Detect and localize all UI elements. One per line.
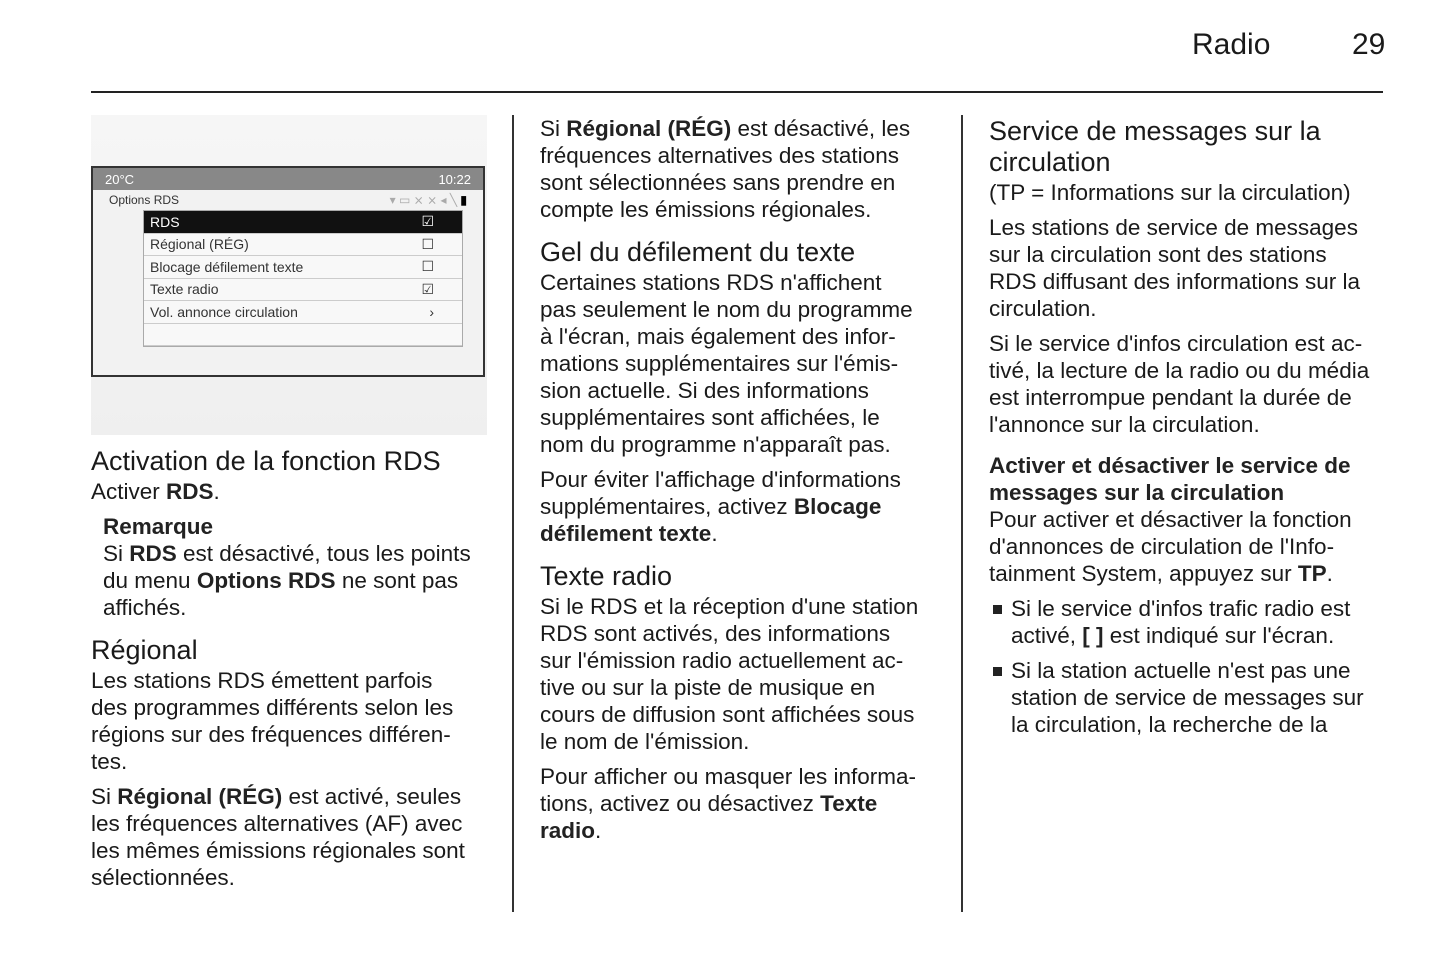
checkbox-icon: › — [429, 303, 434, 320]
text-run: (TP = Informations sur la circulation) — [989, 180, 1351, 205]
text-run: Les stations de service de messages sur la circulation sont des stations RDS diffusant des informations sur la circulation. — [989, 215, 1361, 321]
menu-title: Options RDS — [109, 193, 180, 207]
paragraph — [540, 593, 940, 755]
section-heading — [540, 561, 940, 592]
text-run: Régional — [91, 635, 198, 665]
column-divider — [961, 115, 963, 912]
column-3 — [989, 102, 1389, 746]
emphasized-term: TP — [1297, 561, 1327, 586]
column-divider — [512, 115, 514, 912]
text-run: . — [711, 521, 718, 546]
section-heading — [91, 635, 491, 666]
text-run: est indiqué sur l'écran. — [1103, 623, 1335, 648]
text-run: Texte radio — [540, 561, 673, 591]
infotainment-screen — [91, 166, 485, 377]
options-menu — [143, 210, 463, 347]
text-run: Les stations RDS émettent parfois des programmes différents selon les régions sur des fréquences différen- tes. — [91, 668, 454, 774]
menu-item-label: Régional (RÉG) — [150, 236, 249, 253]
paragraph — [989, 214, 1389, 322]
paragraph — [989, 330, 1389, 438]
menu-item-label: Texte radio — [150, 281, 219, 298]
emphasized-term: Options RDS — [196, 568, 336, 593]
text-run: . — [213, 479, 220, 504]
emphasized-term: RDS — [166, 479, 214, 504]
text-run: Pour afficher ou masquer les informa- tions, activez ou désactivez — [540, 764, 917, 816]
paragraph — [540, 466, 940, 547]
text-run: Activer et désactiver le service de messages sur la circulation — [989, 453, 1351, 505]
section-heading — [91, 446, 491, 477]
checkbox-icon: ☑ — [421, 213, 434, 230]
status-icons: ▾ ▭ ⨯ ⨯ ◂ ╲ ▮ — [389, 193, 467, 207]
text-run: Si — [91, 784, 118, 809]
text-run: Si le service d'infos circulation est ac- tivé, la lecture de la radio ou du média est interrompue pendant la durée de l'annonce sur la circulation. — [989, 331, 1370, 437]
paragraph — [540, 269, 940, 458]
page-number: 29 — [1352, 28, 1386, 61]
subheading — [989, 452, 1389, 506]
text-run: ne sont pas affichés. — [103, 568, 459, 620]
text-run: Activation de la fonction RDS — [91, 446, 441, 476]
temperature: 20°C — [105, 171, 135, 187]
emphasized-term: Texte radio — [540, 791, 878, 843]
section-title: Radio — [1192, 28, 1271, 61]
paragraph — [989, 506, 1389, 587]
column-1 — [91, 446, 491, 899]
menu-item[interactable] — [144, 301, 462, 324]
note-block — [91, 513, 491, 621]
text-run: Si le service d'infos trafic radio est activé, — [1011, 596, 1351, 648]
emphasized-term: [ ] — [1082, 623, 1104, 648]
checkbox-icon: ☐ — [421, 235, 434, 252]
emphasized-term: Régional (RÉG) — [566, 116, 732, 141]
section-heading — [540, 237, 940, 268]
text-run: Activer — [91, 479, 167, 504]
emphasized-term: Régional (RÉG) — [117, 784, 283, 809]
text-run: Pour activer et désactiver la fonction d'annonces de circulation de l'Info- tainment System, appuyez sur — [989, 507, 1352, 586]
bullet-item — [989, 595, 1389, 649]
text-run: Pour éviter l'affichage d'informations supplémentaires, activez — [540, 467, 901, 519]
emphasized-term: Blocage défilement texte — [540, 494, 882, 546]
menu-item[interactable] — [144, 256, 462, 279]
text-run: . — [595, 818, 602, 843]
menu-item[interactable] — [144, 234, 462, 257]
clock: 10:22 — [438, 171, 471, 187]
text-run: est désactivé, les fréquences alternatives des stations sont sélectionnées sans prendre en compte les émissions régionales. — [540, 116, 911, 222]
text-run: Certaines stations RDS n'affichent pas seulement le nom du programme à l'écran, mais également des infor- mations supplémentaires sur l'émis- sion actuelle. Si des informations supplémentaires sont affichées, le nom du programme n'apparaît pas. — [540, 270, 913, 457]
text-run: . — [1326, 561, 1333, 586]
paragraph — [91, 783, 491, 891]
text-run: Gel du défilement du texte — [540, 237, 856, 267]
checkbox-icon: ☐ — [421, 258, 434, 275]
header-rule — [91, 91, 1383, 93]
text-run: Si la station actuelle n'est pas une station de service de messages sur la circulation, la recherche de la — [1011, 658, 1364, 737]
menu-item[interactable] — [144, 211, 462, 234]
paragraph — [540, 115, 940, 223]
screenshot-figure — [91, 115, 487, 435]
text-run: Si — [103, 541, 124, 566]
checkbox-icon: ☑ — [421, 280, 434, 297]
paragraph — [91, 478, 491, 505]
emphasized-term: Remarque — [103, 514, 214, 539]
text-run: Si le RDS et la réception d'une station RDS sont activés, des informations sur l'émission radio actuellement ac- tive ou sur la piste de musique en cours de diffusion sont affichées sous le nom de l'émission. — [540, 594, 919, 754]
menu-item-label: Vol. annonce circulation — [150, 303, 298, 320]
bullet-item — [989, 657, 1389, 738]
emphasized-term: RDS — [129, 541, 177, 566]
menu-item-label: Blocage défilement texte — [150, 258, 304, 275]
paragraph — [91, 667, 491, 775]
text-run: Si — [540, 116, 567, 141]
column-2 — [540, 115, 940, 852]
menu-item-label: RDS — [150, 213, 180, 230]
paragraph — [989, 179, 1389, 206]
section-heading — [989, 116, 1389, 178]
text-run: est activé, seules les fréquences alternatives (AF) avec les mêmes émissions régionales sont sélectionnées. — [91, 784, 465, 890]
menu-empty-row — [144, 324, 462, 347]
text-run: est désactivé, tous les points du menu — [103, 541, 471, 593]
text-run: Service de messages sur la circulation — [989, 116, 1321, 177]
paragraph — [540, 763, 940, 844]
menu-item[interactable] — [144, 279, 462, 302]
